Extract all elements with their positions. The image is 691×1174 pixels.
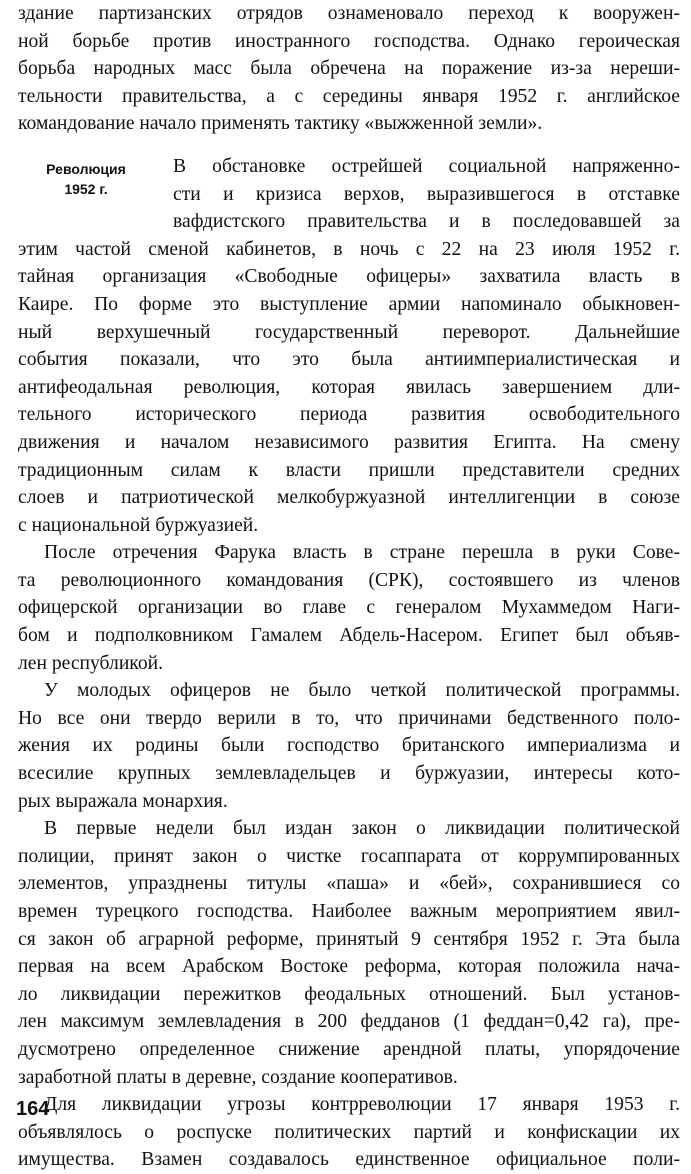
- side-heading-year: 1952 г.: [64, 180, 108, 197]
- paragraph-partisan-struggle: [18, 0, 680, 138]
- section-revolution-1952: [18, 153, 680, 539]
- text-line: объявлялось о роспуске политических партий и конфискации их: [18, 1121, 680, 1143]
- text-line: рых выражала монархия.: [18, 790, 228, 812]
- text-line: офицерской организации во главе с генералом Мухаммедом Наги-: [18, 597, 680, 619]
- text-line: командование начало применять тактику «выжженной земли».: [18, 113, 543, 135]
- text-line: с национальной буржуазией.: [18, 514, 259, 536]
- text-line: первая на всем Арабском Востоке реформа, которая положила нача-: [18, 956, 680, 978]
- page-body: [18, 0, 680, 1174]
- text-line: та революционного командования (СРК), состоявшего из членов: [18, 569, 680, 591]
- page-number: 164: [16, 1098, 50, 1120]
- text-line: антифеодальная революция, которая явилась завершением дли-: [18, 376, 680, 398]
- text-line: времен турецкого господства. Наиболее важным мероприятием явил-: [18, 901, 680, 922]
- text-line: полиции, принят закон о чистке госаппарата от коррумпированных: [18, 845, 680, 867]
- paragraph-counterrevolution: [18, 1091, 680, 1174]
- text-line: Каире. По форме это выступление армии напоминало обыкновен-: [18, 293, 680, 315]
- text-line: события показали, что это была антиимпериалистическая и: [18, 349, 680, 371]
- text-line: вафдистского правительства и в последовавшей за: [173, 211, 680, 233]
- text-line: тайная организация «Свободные офицеры» захватила власть в: [18, 266, 680, 288]
- text-line: всесилие крупных землевладельцев и буржуазии, интересы кото-: [18, 763, 680, 785]
- text-line: В первые недели был издан закон о ликвидации политической: [44, 818, 680, 840]
- text-line: ной борьбе против иностранного господства. Однако героическая: [18, 30, 680, 52]
- text-line: движения и началом независимого развития Египта. На смену: [18, 431, 680, 453]
- text-line: борьба народных масс была обречена на поражение из-за нереши-: [18, 58, 680, 80]
- text-line: ный верхушечный государственный переворот. Дальнейшие: [18, 321, 680, 343]
- text-line: тельного исторического периода развития освободительного: [18, 404, 680, 426]
- text-line: этим частой сменой кабинетов, в ночь с 22 на 23 июля 1952 г.: [18, 238, 680, 260]
- text-line: лен республикой.: [18, 652, 164, 674]
- text-line: После отречения Фарука власть в стране перешла в руки Сове-: [44, 542, 680, 564]
- text-line: элементов, упразднены титулы «паша» и «бей», сохранившиеся со: [18, 873, 680, 895]
- side-heading-title: Революция: [46, 160, 126, 177]
- text-line: сти и кризиса верхов, выразившегося в отставке: [173, 183, 680, 205]
- text-line: традиционным силам к власти пришли представители средних: [18, 459, 680, 481]
- side-heading: [18, 159, 154, 199]
- text-line: ло ликвидации пережитков феодальных отношений. Был установ-: [18, 983, 680, 1005]
- text-line: Но все они твердо верили в то, что причинами бедственного поло-: [18, 707, 680, 729]
- text-line: бом и подполковником Гамалем Абдель-Насером. Египет был объяв-: [18, 625, 680, 647]
- text-line: слоев и патриотической мелкобуржуазной интеллигенции в союзе: [18, 487, 680, 509]
- paragraph-young-officers: [18, 677, 680, 815]
- text-line: ся закон об аграрной реформе, принятый 9 сентября 1952 г. Эта была: [18, 928, 680, 950]
- text-line: жения их родины были господство британского империализма и: [18, 735, 680, 757]
- paragraph-agrarian-reform: [18, 815, 680, 1091]
- text-line: тельности правительства, а с середины января 1952 г. английское: [18, 85, 680, 107]
- text-line: В обстановке острейшей социальной напряженно-: [173, 155, 680, 177]
- text-line: Для ликвидации угрозы контрреволюции 17 января 1953 г.: [44, 1094, 680, 1116]
- text-line: имущества. Взамен создавалось единственное официальное поли-: [18, 1149, 680, 1171]
- text-line: здание партизанских отрядов ознаменовало переход к вооружен-: [18, 3, 680, 24]
- text-line: заработной платы в деревне, создание кооперативов.: [18, 1066, 458, 1088]
- paragraph-farouk-abdication: [18, 539, 680, 677]
- text-line: лен максимум землевладения в 200 федданов (1 феддан=0,42 га), пре-: [18, 1011, 680, 1033]
- text-line: У молодых офицеров не было четкой политической программы.: [44, 680, 680, 702]
- text-line: дусмотрено определенное снижение арендной платы, упорядочение: [18, 1038, 680, 1060]
